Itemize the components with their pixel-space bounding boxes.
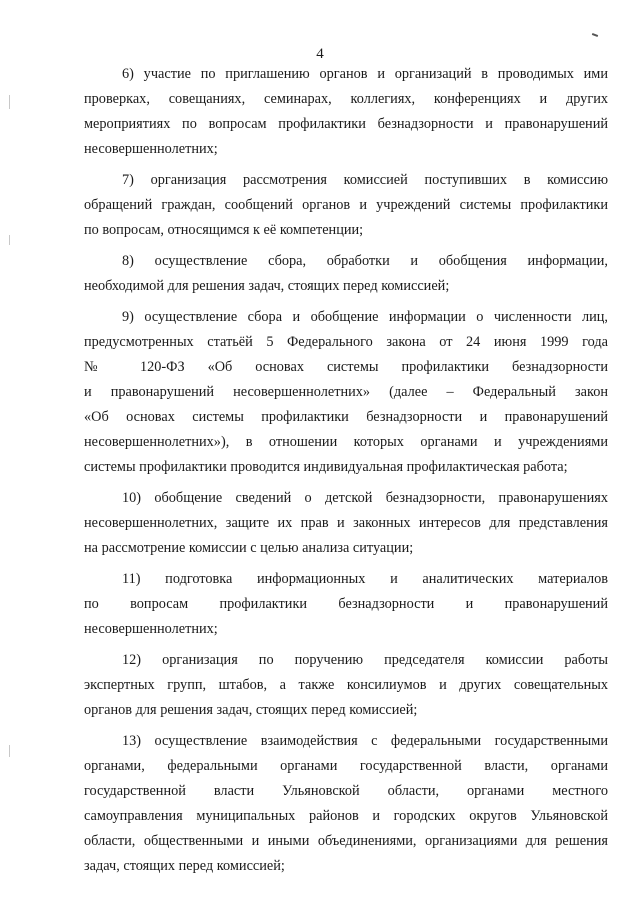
paragraph-line: обращений граждан, сообщений органов и учреждений системы профилактики xyxy=(84,197,608,213)
paragraph-line: органов для решения задач, стоящих перед комиссией; xyxy=(84,702,418,718)
paragraph-line: государственной власти Ульяновской области, органами местного xyxy=(84,783,608,799)
paragraph-line: системы профилактики проводится индивидуальная профилактическая работа; xyxy=(84,459,568,475)
paragraph-line: несовершеннолетних; xyxy=(84,141,218,157)
paragraph-line: несовершеннолетних; xyxy=(84,621,218,637)
paragraph-line: экспертных групп, штабов, а также консилиумов и других совещательных xyxy=(84,677,608,693)
paragraph-line: проверках, совещаниях, семинарах, коллегиях, конференциях и других xyxy=(84,91,608,107)
paragraph xyxy=(84,62,608,162)
paragraph xyxy=(84,648,608,723)
paragraph xyxy=(84,305,608,480)
paragraph-line: несовершеннолетних»), в отношении которых органами и учреждениями xyxy=(84,434,608,450)
paragraph-line: 6) участие по приглашению органов и организаций в проводимых ими xyxy=(122,66,608,82)
paragraph-line: задач, стоящих перед комиссией; xyxy=(84,858,285,874)
paragraph-line: 8) осуществление сбора, обработки и обобщения информации, xyxy=(122,253,608,269)
paragraph-line: по вопросам профилактики безнадзорности и правонарушений xyxy=(84,596,608,612)
paragraph-line: 12) организация по поручению председателя комиссии работы xyxy=(122,652,608,668)
paragraph-line: 9) осуществление сбора и обобщение информации о численности лиц, xyxy=(122,309,608,325)
scan-corner-mark xyxy=(592,33,598,37)
paragraph-line: органами, федеральными органами государственной власти, органами xyxy=(84,758,608,774)
paragraph-line: по вопросам, относящимся к её компетенции; xyxy=(84,222,364,238)
paragraph-line: 7) организация рассмотрения комиссией поступивших в комиссию xyxy=(122,172,608,188)
scan-margin-mark xyxy=(9,235,10,245)
paragraph-line: «Об основах системы профилактики безнадзорности и правонарушений xyxy=(84,409,608,425)
paragraph xyxy=(84,729,608,879)
scan-margin-mark xyxy=(9,95,10,109)
paragraph-line: необходимой для решения задач, стоящих перед комиссией; xyxy=(84,278,450,294)
paragraph-line: 10) обобщение сведений о детской безнадзорности, правонарушениях xyxy=(122,490,608,506)
paragraph-line: № 120-ФЗ «Об основах системы профилактики безнадзорности xyxy=(84,359,608,375)
paragraph-line: мероприятиях по вопросам профилактики безнадзорности и правонарушений xyxy=(84,116,608,132)
paragraph xyxy=(84,486,608,561)
paragraph-line: самоуправления муниципальных районов и городских округов Ульяновской xyxy=(84,808,608,824)
paragraph xyxy=(84,168,608,243)
page-number: 4 xyxy=(316,46,324,62)
paragraph-line: несовершеннолетних, защите их прав и законных интересов для представления xyxy=(84,515,608,531)
paragraph-line: предусмотренных статьёй 5 Федерального закона от 24 июня 1999 года xyxy=(84,334,608,350)
paragraph-line: на рассмотрение комиссии с целью анализа ситуации; xyxy=(84,540,414,556)
document-body xyxy=(84,62,608,885)
paragraph xyxy=(84,249,608,299)
paragraph xyxy=(84,567,608,642)
paragraph-line: области, общественными и иными объединениями, организациями для решения xyxy=(84,833,608,849)
paragraph-line: и правонарушений несовершеннолетних» (далее – Федеральный закон xyxy=(84,384,608,400)
scan-margin-mark xyxy=(9,745,10,757)
paragraph-line: 11) подготовка информационных и аналитических материалов xyxy=(122,571,608,587)
paragraph-line: 13) осуществление взаимодействия с федеральными государственными xyxy=(122,733,608,749)
